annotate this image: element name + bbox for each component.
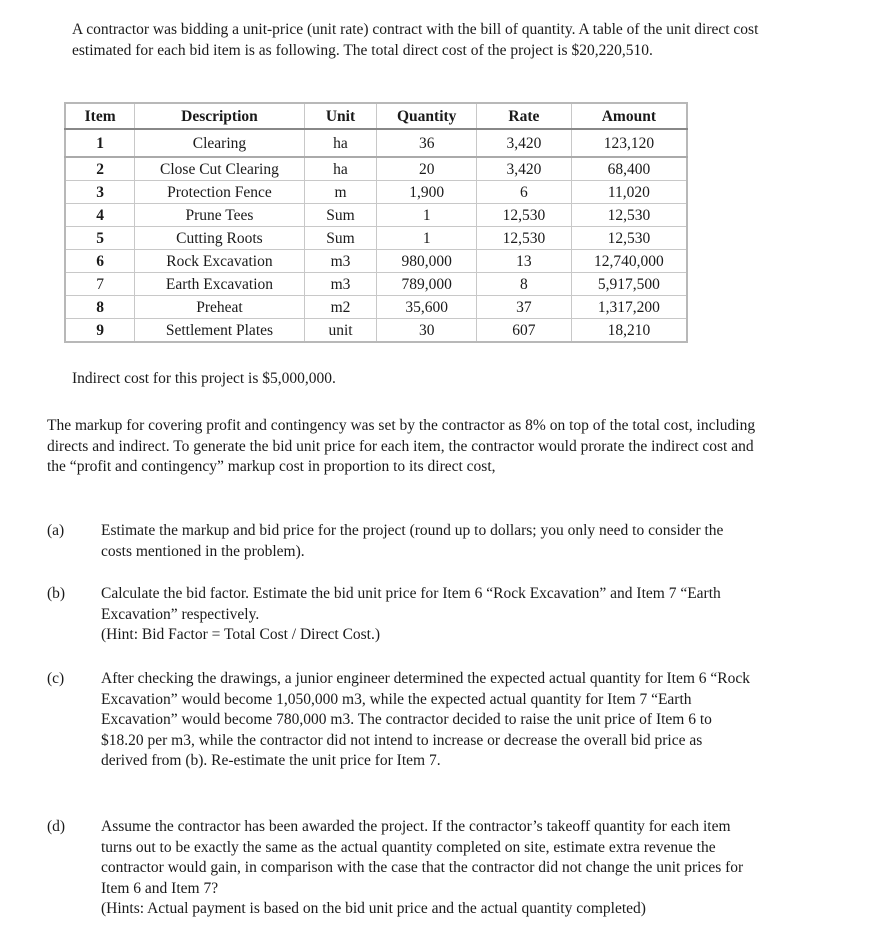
cell-unit: ha xyxy=(304,157,377,181)
intro-paragraph: A contractor was bidding a unit-price (unit rate) contract with the bill of quantity. A table of the unit direct cost estimated for each bid item is as following. The total direct cost of the project is $20,220,510. xyxy=(72,21,759,59)
table-header-row xyxy=(65,103,687,129)
cell-amount: 68,400 xyxy=(571,157,687,181)
question-label: (a) xyxy=(47,522,65,539)
question-body: Calculate the bid factor. Estimate the bid unit price for Item 6 “Rock Excavation” and Item 7 “Earth Excavation” respectively. xyxy=(101,585,721,623)
cell-item: 7 xyxy=(65,273,135,296)
cell-quantity: 1 xyxy=(377,227,477,250)
question-text xyxy=(101,669,751,772)
cell-item: 5 xyxy=(65,227,135,250)
cell-unit: m xyxy=(304,181,377,204)
question-body: After checking the drawings, a junior engineer determined the expected actual quantity for Item 6 “Rock Excavation” would become 1,050,000 m3, while the expected actual quantity for Item 7 “Earth Excavation” would become 780,000 m3. The contractor decided to raise the unit price of Item 6 to $18.20 per m3, while the contractor did not intend to increase or decrease the overall bid price as derived from (b). Re-estimate the unit price for Item 7. xyxy=(101,670,751,769)
cell-amount: 123,120 xyxy=(571,129,687,157)
header-item: Item xyxy=(65,103,135,129)
table-row xyxy=(65,181,687,204)
table-row xyxy=(65,296,687,319)
cell-amount: 12,530 xyxy=(571,204,687,227)
header-rate: Rate xyxy=(477,103,572,129)
question-label: (d) xyxy=(47,818,66,835)
cell-item: 2 xyxy=(65,157,135,181)
cell-description: Rock Excavation xyxy=(135,250,304,273)
indirect-cost-statement: Indirect cost for this project is $5,000,000. xyxy=(72,370,336,387)
cell-item: 3 xyxy=(65,181,135,204)
question-hint: (Hints: Actual payment is based on the bid unit price and the actual quantity completed) xyxy=(101,900,646,917)
cell-rate: 3,420 xyxy=(477,129,572,157)
cell-item: 8 xyxy=(65,296,135,319)
cell-unit: unit xyxy=(304,319,377,343)
cell-rate: 8 xyxy=(477,273,572,296)
cell-description: Close Cut Clearing xyxy=(135,157,304,181)
cell-item: 9 xyxy=(65,319,135,343)
cell-description: Settlement Plates xyxy=(135,319,304,343)
cell-unit: m3 xyxy=(304,273,377,296)
header-amount: Amount xyxy=(571,103,687,129)
cell-rate: 607 xyxy=(477,319,572,343)
table-row xyxy=(65,129,687,157)
cell-unit: m3 xyxy=(304,250,377,273)
header-quantity: Quantity xyxy=(377,103,477,129)
cell-rate: 12,530 xyxy=(477,227,572,250)
table-row xyxy=(65,157,687,181)
question-label: (c) xyxy=(47,670,65,687)
question-text xyxy=(101,521,751,562)
cell-description: Earth Excavation xyxy=(135,273,304,296)
cell-unit: m2 xyxy=(304,296,377,319)
cell-item: 1 xyxy=(65,129,135,157)
cell-rate: 13 xyxy=(477,250,572,273)
question-label: (b) xyxy=(47,585,66,602)
cell-quantity: 789,000 xyxy=(377,273,477,296)
cell-amount: 5,917,500 xyxy=(571,273,687,296)
cell-item: 6 xyxy=(65,250,135,273)
cell-description: Clearing xyxy=(135,129,304,157)
cell-quantity: 1 xyxy=(377,204,477,227)
cell-amount: 1,317,200 xyxy=(571,296,687,319)
cell-quantity: 30 xyxy=(377,319,477,343)
cell-quantity: 1,900 xyxy=(377,181,477,204)
cell-description: Cutting Roots xyxy=(135,227,304,250)
question-body: Estimate the markup and bid price for the project (round up to dollars; you only need to consider the costs mentioned in the problem). xyxy=(101,522,724,560)
bill-of-quantities-table xyxy=(64,102,688,343)
cell-unit: Sum xyxy=(304,204,377,227)
cell-amount: 11,020 xyxy=(571,181,687,204)
cell-rate: 12,530 xyxy=(477,204,572,227)
table-row xyxy=(65,319,687,343)
header-unit: Unit xyxy=(304,103,377,129)
table-row xyxy=(65,227,687,250)
table-row xyxy=(65,273,687,296)
cell-quantity: 36 xyxy=(377,129,477,157)
cell-rate: 37 xyxy=(477,296,572,319)
cell-item: 4 xyxy=(65,204,135,227)
question-hint: (Hint: Bid Factor = Total Cost / Direct Cost.) xyxy=(101,626,381,643)
cell-amount: 12,740,000 xyxy=(571,250,687,273)
cell-description: Protection Fence xyxy=(135,181,304,204)
header-description: Description xyxy=(135,103,304,129)
cell-unit: ha xyxy=(304,129,377,157)
table-row xyxy=(65,250,687,273)
cell-description: Prune Tees xyxy=(135,204,304,227)
cell-rate: 6 xyxy=(477,181,572,204)
markup-paragraph: The markup for covering profit and contingency was set by the contractor as 8% on top of the total cost, including directs and indirect. To generate the bid unit price for each item, the contractor would prorate the indirect cost and the “profit and contingency” markup cost in proportion to its direct cost, xyxy=(47,417,756,475)
cell-quantity: 35,600 xyxy=(377,296,477,319)
cell-description: Preheat xyxy=(135,296,304,319)
cell-quantity: 980,000 xyxy=(377,250,477,273)
cell-amount: 12,530 xyxy=(571,227,687,250)
question-text xyxy=(101,817,751,920)
question-body: Assume the contractor has been awarded the project. If the contractor’s takeoff quantity for each item turns out to be exactly the same as the actual quantity completed on site, estimate extra revenue the contractor would gain, in comparison with the case that the contractor did not change the unit prices for Item 6 and Item 7? xyxy=(101,818,744,897)
cell-unit: Sum xyxy=(304,227,377,250)
cell-amount: 18,210 xyxy=(571,319,687,343)
cell-quantity: 20 xyxy=(377,157,477,181)
table-row xyxy=(65,204,687,227)
cell-rate: 3,420 xyxy=(477,157,572,181)
question-text xyxy=(101,584,751,646)
